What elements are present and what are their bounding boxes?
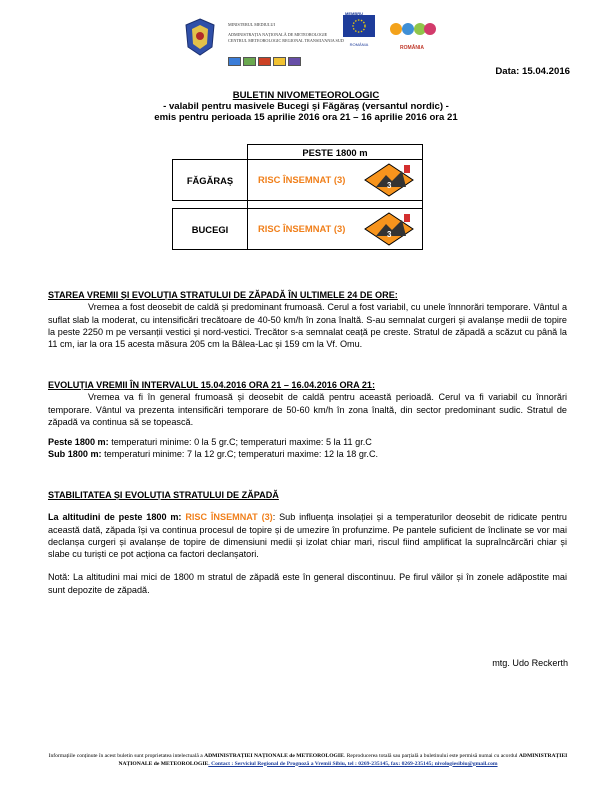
section-text: Vremea va fi în general frumoasă și deosebit de caldă pentru această perioadă. Cerul va fi variabil cu înnorări temporare. Vântul va prezenta intensificări temporare de 50-60 km/h în zona înaltă, din sector predominant sudic. Stratul de zăpadă va continua să se topească. (48, 392, 567, 427)
forecaster-signature: mtg. Udo Reckerth (492, 658, 568, 668)
risk-label-bucegi: RISC ÎNSEMNAT (3) (258, 223, 346, 234)
section-recent-weather (48, 289, 567, 350)
footer-disclaimer: Informațiile conținute în acest buletin sunt proprietatea intelectuală a ADMINISTRAȚIEI NAȚIONALE de METEOROLOGIE. Reproducerea totală sau parțială a buletinului este permisă numai cu acordul ADMINISTRAȚIEI NAȚIONALE de METEOROLOGIE. Contact : Serviciul Regional de Prognoză a Vremii Sibiu, tel : 0269-235145, fax: 0269-235145; nivologiesibiu@gmail.com (48, 753, 568, 767)
avalanche-risk-3-icon (364, 212, 414, 246)
stability-note: Notă: La altitudini mai mici de 1800 m stratul de zăpadă este în general discontinuu. Pe firul văilor și în zonele adăpostite mai sunt depozite de zăpadă. (48, 572, 567, 595)
title-line-3: emis pentru perioada 15 aprilie 2016 ora 21 – 16 aprilie 2016 ora 21 (154, 112, 458, 123)
risk-level-number: 3 (387, 230, 392, 239)
bulletin-title (0, 90, 612, 123)
eu-membership-logo: ROMÂNIA (343, 15, 375, 45)
title-line-2: - valabil pentru masivele Bucegi și Făgăraș (versantul nordic) - (163, 101, 449, 112)
region-bucegi: BUCEGI (173, 209, 248, 250)
risk-table (172, 144, 423, 250)
risk-cell-bucegi (248, 209, 423, 250)
eu-membership-caption: MEMBRU (345, 11, 363, 16)
contact-link[interactable]: . Contact : Serviciul Regional de Prognoză a Vremii Sibiu, tel : 0269-235145, fax: 0269-235145; nivologiesibiu@gmail.com (208, 760, 498, 767)
section-text: Vremea a fost deosebit de caldă și predominant frumoasă. Cerul a fost variabil, cu unele înnnorări temporare. Vântul a suflat slab la moderat, cu intensificări trecătoare de 40-50 km/h în zona înaltă. S-au semnalat curgeri și avalanșe medii de topire la peste 2250 m pe versanții vestici și nord-vestici. Trecător s-a semnalat ceață pe creste. Stratul de zăpadă a scăzut cu până la 11 cm, iar la ora 15 acesta măsura 205 cm la Bâlea-Lac și 159 cm la Vf. Omu. (48, 302, 567, 350)
section-heading: STABILITATEA ȘI EVOLUȚIA STRATULUI DE ZĂPADĂ (48, 490, 279, 500)
temps-below-1800: Sub 1800 m: temperaturi minime: 7 la 12 gr.C; temperaturi maxime: 12 la 18 gr.C. (48, 449, 379, 460)
risk-cell-fagaras (248, 160, 423, 201)
avalanche-risk-3-icon (364, 163, 414, 197)
anm-crest-logo (178, 17, 222, 57)
temps-above-1800: Peste 1800 m: temperaturi minime: 0 la 5 gr.C; temperaturi maxime: 5 la 11 gr.C (48, 437, 372, 448)
risk-label-fagaras: RISC ÎNSEMNAT (3) (258, 174, 346, 185)
partner-logos (228, 53, 303, 71)
section-heading: STAREA VREMII ȘI EVOLUȚIA STRATULUI DE ZĂPADĂ ÎN ULTIMELE 24 DE ORE: (48, 290, 398, 300)
risk-level-number: 3 (387, 181, 392, 190)
section-stability (48, 489, 567, 596)
section-forecast (48, 379, 567, 461)
altitude-column-header: PESTE 1800 m (248, 145, 423, 160)
section-heading: EVOLUȚIA VREMII ÎN INTERVALUL 15.04.2016 ORA 21 – 16.04.2016 ORA 21: (48, 380, 375, 390)
title-line-1: BULETIN NIVOMETEOROLOGIC (232, 90, 380, 101)
bulletin-date: Data: 15.04.2016 (495, 66, 570, 77)
romania-brand-logo: ROMÂNIA (384, 18, 440, 52)
region-fagaras: FĂGĂRAȘ (173, 160, 248, 201)
stability-text: La altitudini de peste 1800 m: RISC ÎNSEMNAT (3): Sub influența insolației și a temperaturilor deosebit de ridicate pentru această dată, zăpada își va continua procesul de topire și de umezire în profunzime. Pe pantele suficient de înclinate se vor mai declanșa curgeri și avalanșe de topire de dimensiuni medii și izolat chiar mari, riscul fiind amplificat la supraîncărcări chiar și slabe cu turiști ce pot acționa ca factori declanșatori. (48, 512, 567, 560)
institution-text: MINISTERUL MEDIULUI ADMINISTRAȚIA NAȚIONALĂ DE METEOROLOGIE CENTRUL METEOROLOGIC REGIONAL TRANSILVANIA SUD (228, 22, 344, 43)
